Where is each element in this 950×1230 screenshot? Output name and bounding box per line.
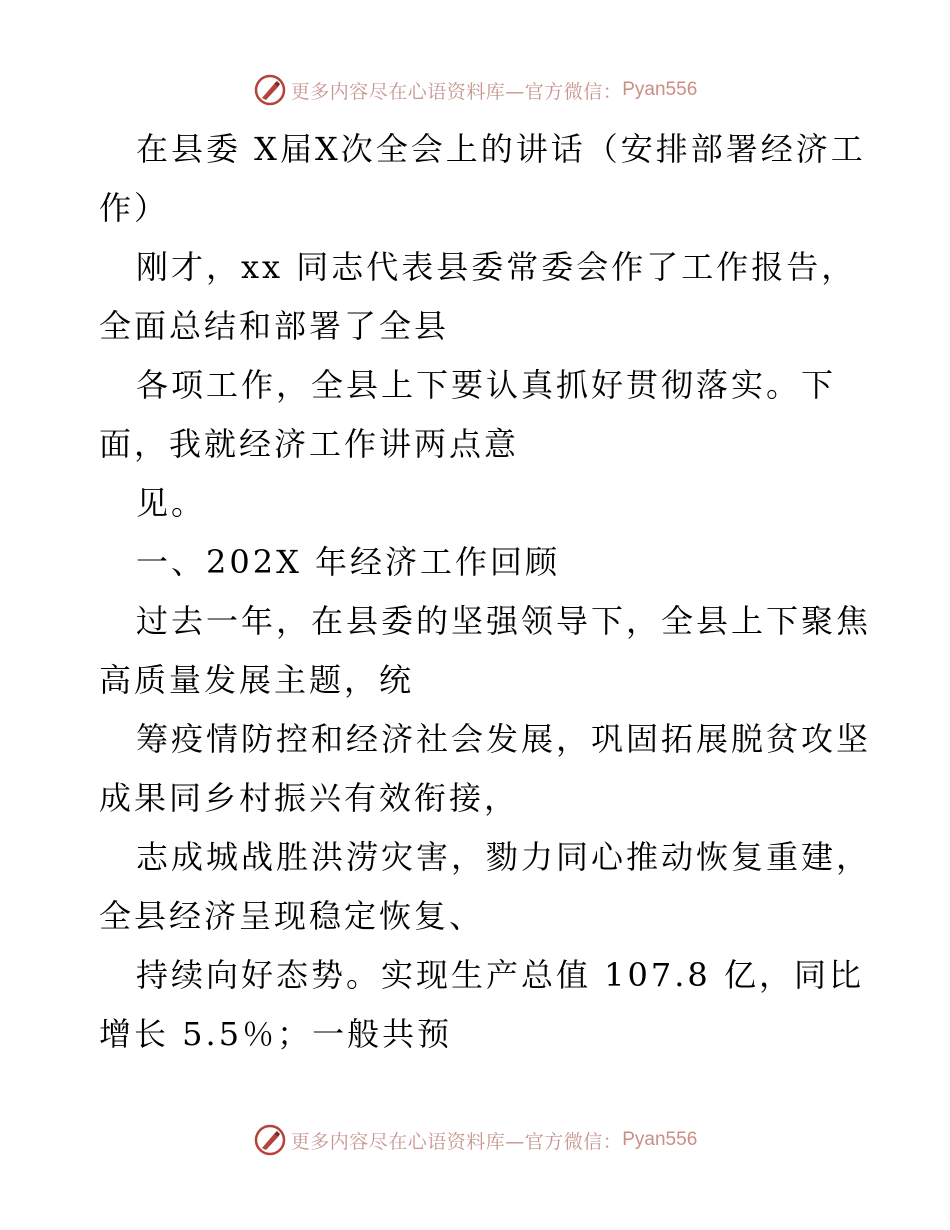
- paragraph-5-line-1: 筹疫情防控和经济社会发展，巩固拓展脱贫攻坚: [136, 720, 872, 758]
- paragraph-5-line-2: 成果同乡村振兴有效衔接，: [99, 779, 520, 817]
- paragraph-7-line-2: 增长 5.5％；一般共预: [99, 1015, 453, 1053]
- pen-logo-icon: [253, 1123, 287, 1157]
- paragraph-4-line-2: 高质量发展主题，统: [99, 661, 415, 699]
- title-line-2: 作）: [99, 189, 170, 227]
- watermark-text: 更多内容尽在心语资料库—官方微信：: [290, 80, 623, 103]
- document-body: [99, 120, 872, 1064]
- watermark-wechat-id: Pyan556: [622, 1129, 698, 1150]
- paragraph-2-line-1: 各项工作，全县上下要认真抓好贯彻落实。下: [136, 366, 837, 404]
- watermark-wechat-id: Pyan556: [622, 79, 698, 100]
- paragraph-7-line-1: 持续向好态势。实现生产总值 107.8 亿，同比: [136, 956, 864, 994]
- paragraph-6-line-2: 全县经济呈现稳定恢复、: [99, 897, 485, 935]
- section-heading-1: 一、202X 年经济工作回顾: [136, 543, 561, 581]
- title-line-1: 在县委 X届X次全会上的讲话（安排部署经济工: [136, 130, 866, 168]
- pen-logo-icon: [253, 73, 287, 107]
- header-watermark: [0, 70, 950, 110]
- paragraph-6-line-1: 志成城战胜洪涝灾害，勠力同心推动恢复重建，: [136, 838, 872, 876]
- paragraph-4-line-1: 过去一年，在县委的坚强领导下，全县上下聚焦: [136, 602, 872, 640]
- paragraph-1-line-1: 刚才，xx 同志代表县委常委会作了工作报告，: [136, 248, 857, 286]
- paragraph-2-line-2: 面，我就经济工作讲两点意: [99, 425, 520, 463]
- watermark-text: 更多内容尽在心语资料库—官方微信：: [290, 1130, 623, 1153]
- paragraph-3-line-1: 见。: [136, 484, 207, 522]
- footer-watermark: [0, 1120, 950, 1160]
- paragraph-1-line-2: 全面总结和部署了全县: [99, 307, 450, 345]
